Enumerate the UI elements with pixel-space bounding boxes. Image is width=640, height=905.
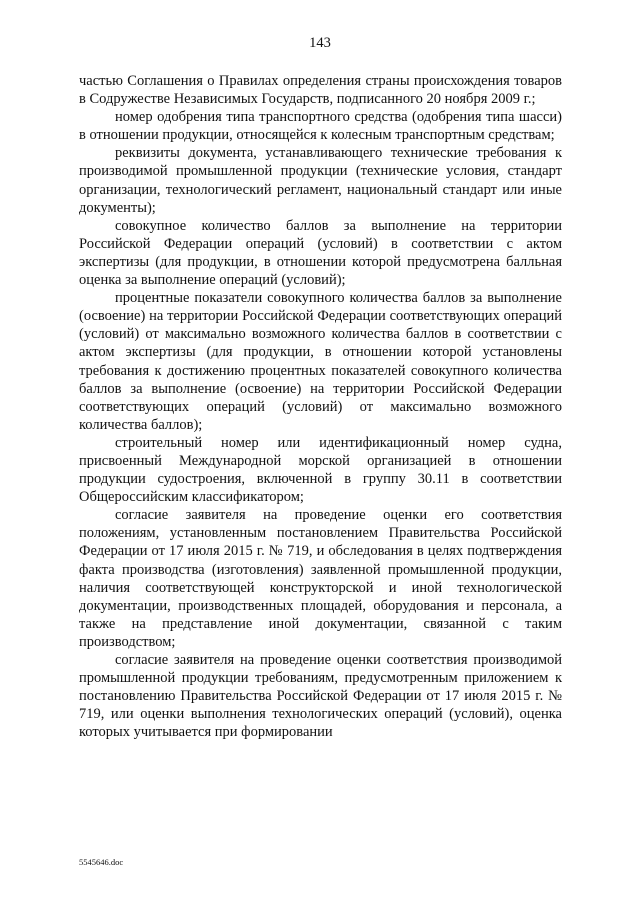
- paragraph-vessel-number: строительный номер или идентификационный номер судна, присвоенный Международной морской организацией в отношении продукции судостроения, включенной в группу 30.11 в соответствии Общероссийским классификатором;: [79, 434, 562, 506]
- paragraph-vehicle-approval-number: номер одобрения типа транспортного средства (одобрения типа шасси) в отношении продукции, относящейся к колесным транспортным средствам;: [79, 109, 562, 144]
- paragraph-applicant-consent-assessment: согласие заявителя на проведение оценки его соответствия положениям, установленным постановлением Правительства Российской Федерации от 17 июля 2015 г. № 719, и обследования в целях подтверждения факта производства (изготовления) заявленной промышленной продукции, наличия соответствующей конструкторской и иной технологической документации, производственных площадей, оборудования и персонала, а также на представление иной документации, связанной с таким производством;: [79, 507, 562, 650]
- page-number: 143: [309, 35, 331, 51]
- paragraph-applicant-consent-requirements: согласие заявителя на проведение оценки соответствия производимой промышленной продукции требованиям, предусмотренным приложением к постановлению Правительства Российской Федерации от 17 июля 2015 г. № 719, или оценки выполнения технологических операций (условий), оценка которых учитывается при формировании: [79, 652, 562, 741]
- paragraph-continuation: частью Соглашения о Правилах определения страны происхождения товаров в Содружестве Независимых Государств, подписанного 20 ноября 2009 г.;: [79, 73, 562, 108]
- paragraph-document-requisites: реквизиты документа, устанавливающего технические требования к производимой промышленной продукции (технические условия, стандарт организации, технологический регламент, национальный стандарт или иные документы);: [79, 145, 562, 216]
- document-body: [79, 72, 562, 741]
- footer-document-id: 5545646.doc: [79, 857, 124, 867]
- paragraph-total-points: совокупное количество баллов за выполнение на территории Российской Федерации операций (условий) в соответствии с актом экспертизы (для продукции, в отношении которой предусмотрена балльная оценка за выполнение операций (условий);: [79, 217, 562, 289]
- paragraph-percentage-indicators: процентные показатели совокупного количества баллов за выполнение (освоение) на территории Российской Федерации соответствующих операций (условий) от максимально возможного количества баллов в соответствии с актом экспертизы (для продукции, в отношении которой установлены требования к достижению процентных показателей совокупного количества баллов за выполнение (освоение) на территории Российской Федерации соответствующих операций (условий) от максимально возможного количества баллов);: [79, 290, 562, 433]
